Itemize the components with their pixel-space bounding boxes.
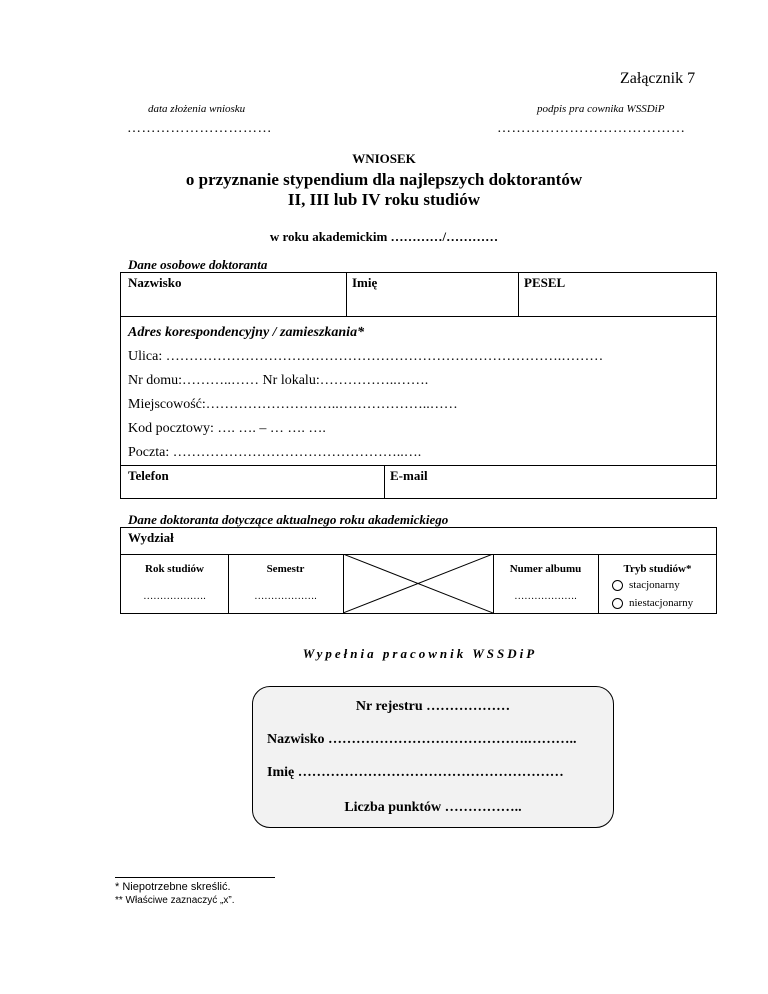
staff-section-title: Wypełnia pracownik WSSDiP <box>302 646 538 661</box>
city-field[interactable]: Miejscowość:………………………..………………..…… <box>128 397 458 412</box>
email-cell[interactable] <box>384 466 717 499</box>
year-of-study-dots: ………………. <box>143 591 206 602</box>
study-mode-part-time-label: niestacjonarny <box>629 597 694 609</box>
contact-row <box>121 465 717 499</box>
phone-cell[interactable] <box>121 466 385 499</box>
cross-out-mark <box>343 554 493 613</box>
names-row <box>121 273 717 317</box>
personal-data-table <box>120 272 717 499</box>
postcode-field[interactable]: Kod pocztowy: …. …. – … …. …. <box>128 421 326 436</box>
faculty-label: Wydział <box>128 530 174 545</box>
annex-number: Załącznik 7 <box>620 70 696 87</box>
surname-label: Nazwisko <box>128 275 182 290</box>
footnote-1: * Niepotrzebne skreślić. <box>115 881 231 893</box>
register-number-field[interactable]: Nr rejestru ……………… <box>355 699 511 714</box>
study-mode-full-time-label: stacjonarny <box>629 579 680 591</box>
first-name-cell[interactable] <box>346 273 519 316</box>
study-mode-label: Tryb studiów* <box>623 563 692 575</box>
crossed-out-cell <box>343 554 494 613</box>
date-label: data złożenia wniosku <box>148 103 246 115</box>
semester-label: Semestr <box>266 563 305 575</box>
staff-surname-field[interactable]: Nazwisko …………………………………….……….. <box>267 732 577 747</box>
staff-name-field[interactable]: Imię ………………………………………………… <box>267 765 564 780</box>
study-mode-cell <box>598 554 717 613</box>
year-of-study-cell[interactable] <box>121 554 229 613</box>
academic-data-table <box>120 527 717 614</box>
signature-field[interactable]: ………………………………… <box>497 121 686 136</box>
personal-section-label: Dane osobowe doktoranta <box>128 257 268 272</box>
surname-cell[interactable] <box>121 273 347 316</box>
house-number-field[interactable]: Nr domu:………..…… Nr lokalu:……………..……. <box>128 373 429 388</box>
date-field[interactable]: ………………………… <box>127 121 272 136</box>
signature-label: podpis pra cownika WSSDiP <box>537 103 665 115</box>
pesel-label: PESEL <box>524 275 566 290</box>
footnote-2: ** Właściwe zaznaczyć „x”. <box>115 895 235 906</box>
footnote-divider <box>115 877 275 878</box>
study-mode-part-time[interactable] <box>612 597 693 609</box>
pesel-cell[interactable] <box>518 273 717 316</box>
study-mode-full-time[interactable] <box>612 579 680 591</box>
address-label: Adres korespondencyjny / zamieszkania* <box>128 325 365 340</box>
doc-title: o przyznanie stypendium dla najlepszych doktorantów <box>185 170 583 189</box>
doc-subtitle: II, III lub IV roku studiów <box>287 190 481 209</box>
post-office-field[interactable]: Poczta: …………………………………………..…. <box>128 445 422 460</box>
semester-dots: ………………. <box>254 591 317 602</box>
album-number-dots: ………………. <box>514 591 577 602</box>
academic-section-label: Dane doktoranta dotyczące aktualnego roku akademickiego <box>128 512 449 527</box>
first-name-label: Imię <box>352 275 378 290</box>
semester-cell[interactable] <box>228 554 344 613</box>
radio-part-time[interactable] <box>612 598 623 609</box>
radio-full-time[interactable] <box>612 580 623 591</box>
faculty-cell[interactable] <box>121 528 717 555</box>
album-number-cell[interactable] <box>493 554 599 613</box>
album-number-label: Numer albumu <box>509 563 582 575</box>
points-field[interactable]: Liczba punktów …………….. <box>344 800 522 815</box>
street-field[interactable]: Ulica: ………………………………………………………………………….……… <box>128 349 604 364</box>
phone-label: Telefon <box>128 468 169 483</box>
doc-title-kind: WNIOSEK <box>352 151 416 166</box>
email-label: E-mail <box>390 468 428 483</box>
year-of-study-label: Rok studiów <box>145 563 204 575</box>
academic-year-line[interactable]: w roku akademickim …………/………… <box>269 229 499 244</box>
staff-box <box>252 686 614 828</box>
